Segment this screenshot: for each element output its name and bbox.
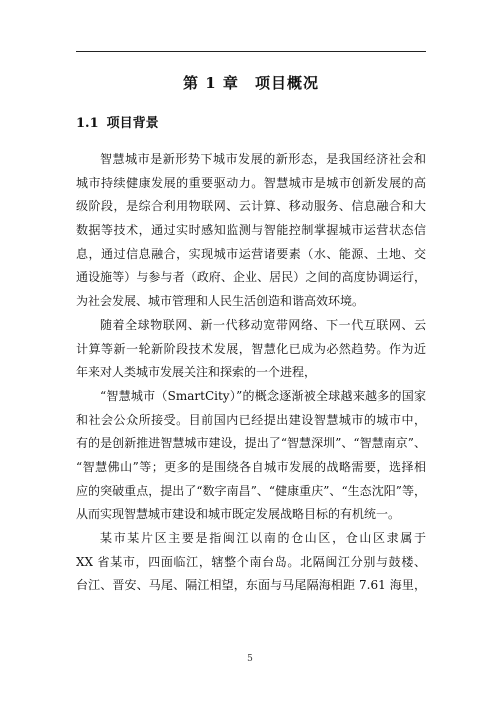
- text-line: 级阶段，是综合利用物联网、云计算、移动服务、信息融合和大: [76, 199, 426, 214]
- text-line: 息，通过信息融合，实现城市运营诸要素（水、能源、土地、交: [76, 246, 426, 261]
- text-line: 计算等新一轮新阶段技术发展，智慧化已成为必然趋势。作为近: [76, 341, 426, 356]
- text-line: 随着全球物联网、新一代移动宽带网络、下一代互联网、云: [100, 317, 426, 332]
- paragraph: [76, 385, 426, 527]
- chapter-heading: [76, 72, 426, 93]
- text-line: 某市某片区主要是指闽江以南的仓山区，仓山区隶属于: [100, 531, 426, 545]
- text-line: “智慧城市（SmartCity）”的概念逐渐被全球越来越多的国家: [100, 388, 426, 403]
- text-line: “智慧佛山”等；更多的是围绕各自城市发展的战略需要，选择相: [76, 459, 426, 474]
- text-line: 通设施等）与参与者（政府、企业、居民）之间的高度协调运行，: [76, 270, 426, 285]
- text-line: 年来对人类城市发展关注和探索的一个进程，: [76, 365, 317, 380]
- page-number: 5: [247, 654, 253, 664]
- section-title: 项目背景: [106, 116, 159, 131]
- text-line: 从而实现智慧城市建设和城市既定发展战略目标的有机统一。: [76, 507, 401, 522]
- paragraph: [76, 314, 426, 385]
- text-line: XX 省某市，四面临江，辖整个南台岛。北隔闽江分别与鼓楼、: [76, 554, 426, 569]
- text-line: 城市持续健康发展的重要驱动力。智慧城市是城市创新发展的高: [76, 175, 426, 190]
- header-rule: [76, 51, 426, 52]
- text-line: 台江、晋安、马尾、隔江相望，东面与马尾隔海相距 7.61 海里，: [76, 578, 426, 593]
- paragraph: [76, 527, 426, 598]
- text-line: 为社会发展、城市管理和人民生活创造和谐高效环境。: [76, 294, 365, 309]
- section-heading: [76, 112, 159, 131]
- chapter-title: 项目概况: [254, 74, 319, 92]
- text-line: 和社会公众所接受。目前国内已经提出建设智慧城市的城市中，: [76, 412, 426, 427]
- text-line: 应的突破重点，提出了“数字南昌”、“健康重庆”、“生态沈阳”等，: [76, 483, 426, 498]
- text-line: 有的是创新推进智慧城市建设，提出了“智慧深圳”、“智慧南京”、: [76, 436, 426, 451]
- paragraph: [76, 148, 426, 314]
- text-line: 智慧城市是新形势下城市发展的新形态，是我国经济社会和: [100, 152, 426, 166]
- chapter-number: 第 1 章: [183, 74, 239, 92]
- section-number: 1.1: [76, 116, 99, 131]
- text-line: 数据等技术，通过实时感知监测与智能控制掌握城市运营状态信: [76, 223, 426, 238]
- body-text: [76, 148, 426, 598]
